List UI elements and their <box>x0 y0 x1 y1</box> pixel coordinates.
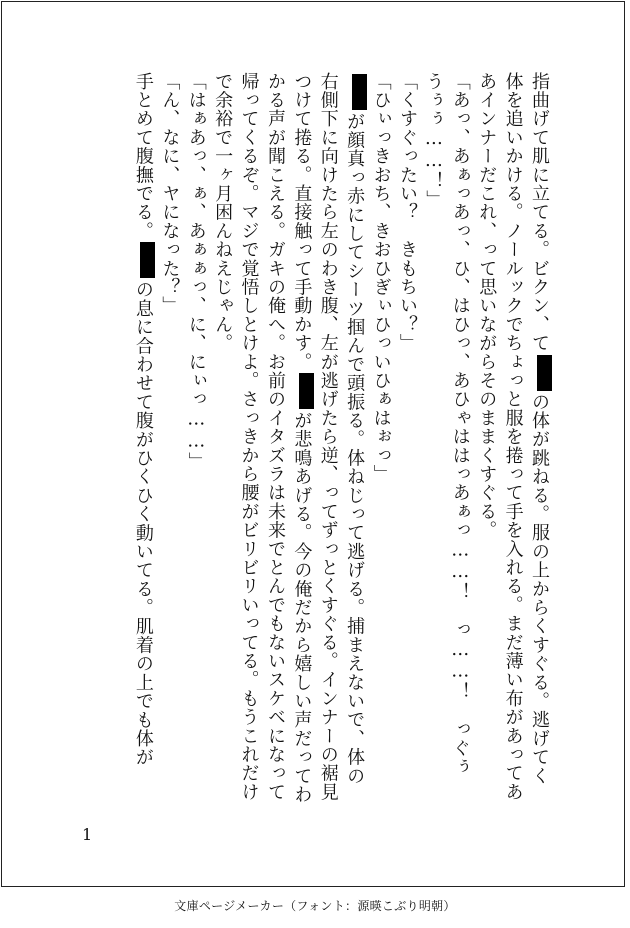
text-line <box>394 72 420 810</box>
text-segment: の息に合わせて腹がひくひく動いてる。肌着の上でも体が <box>132 280 154 767</box>
text-segment: 「くすぐったい？ きもちい？」 <box>396 72 418 353</box>
text-line <box>367 72 393 810</box>
text-segment: かる声が聞こえる。ガキの俺へ。お前のイタズラは未来でとんでもないスケベになって <box>264 72 286 802</box>
redacted-name-block <box>537 355 552 391</box>
text-segment: 手とめて腹撫でる。 <box>132 72 154 241</box>
text-line <box>288 72 314 810</box>
text-segment: うぅぅ……！」 <box>423 72 445 209</box>
text-line <box>130 72 156 810</box>
text-line <box>262 72 288 810</box>
text-line <box>341 72 367 810</box>
text-line <box>446 72 472 810</box>
redacted-name-block <box>299 373 314 409</box>
text-segment: 帰ってくるぞ。マジで覚悟しとけよ。さっきから腰がビリビリいってる。もうこれだけ <box>238 72 260 802</box>
text-line <box>473 72 499 810</box>
text-line <box>209 72 235 810</box>
vertical-text-body <box>76 72 552 810</box>
text-line <box>182 72 208 810</box>
text-segment: が悲鳴あげる。今の俺だから嬉しい声だってわ <box>291 411 313 804</box>
text-segment: あインナーだこれ、って思いながらそのままくすぐる。 <box>476 72 498 540</box>
text-segment: の体が跳ねる。服の上からくすぐる。逃げてく <box>529 392 550 786</box>
text-segment: 「はぁあっ、ぁ、あぁぁっ、に、にぃっ……」 <box>185 72 207 471</box>
text-segment: 「ひぃっきおち、きおひぎぃひっいひぁはぉっ」 <box>370 72 392 484</box>
text-segment: つけて捲る。直接触って手動かす。 <box>291 72 313 372</box>
text-line <box>499 72 525 810</box>
text-segment: 「ん、なに、ヤになった？」 <box>159 72 181 316</box>
text-line <box>235 72 261 810</box>
text-line <box>420 72 446 810</box>
text-segment: 「あっ、あぁっあっ、ひ、はひっ、あひゃははっあぁっ……！ っ……！ っぐぅ <box>449 72 471 776</box>
text-segment: が顔真っ赤にしてシーツ掴んで頭振る。体ねじって逃げる。捕まえないで、体の <box>344 112 366 786</box>
text-segment: 指曲げて肌に立てる。ビクン、て <box>529 72 550 353</box>
text-segment: で余裕で一ヶ月困んねえじゃん。 <box>212 72 234 353</box>
text-line <box>526 72 552 810</box>
redacted-name-block <box>140 242 155 278</box>
text-line <box>156 72 182 810</box>
text-line <box>314 72 340 810</box>
footer-credit: 文庫ページメーカー（フォント：源暎こぶり明朝） <box>174 899 456 913</box>
page-number: 1 <box>82 825 93 844</box>
text-segment: 体を追いかける。ノールックでちょっと服を捲って手を入れる。まだ薄い布があってあ <box>502 72 524 802</box>
book-page <box>1 1 625 887</box>
redacted-name-block <box>352 74 367 110</box>
text-segment: 右側下に向けたら左のわき腹、左が逃げたら逆、ってずっとくすぐる。インナーの裾見 <box>317 72 339 802</box>
